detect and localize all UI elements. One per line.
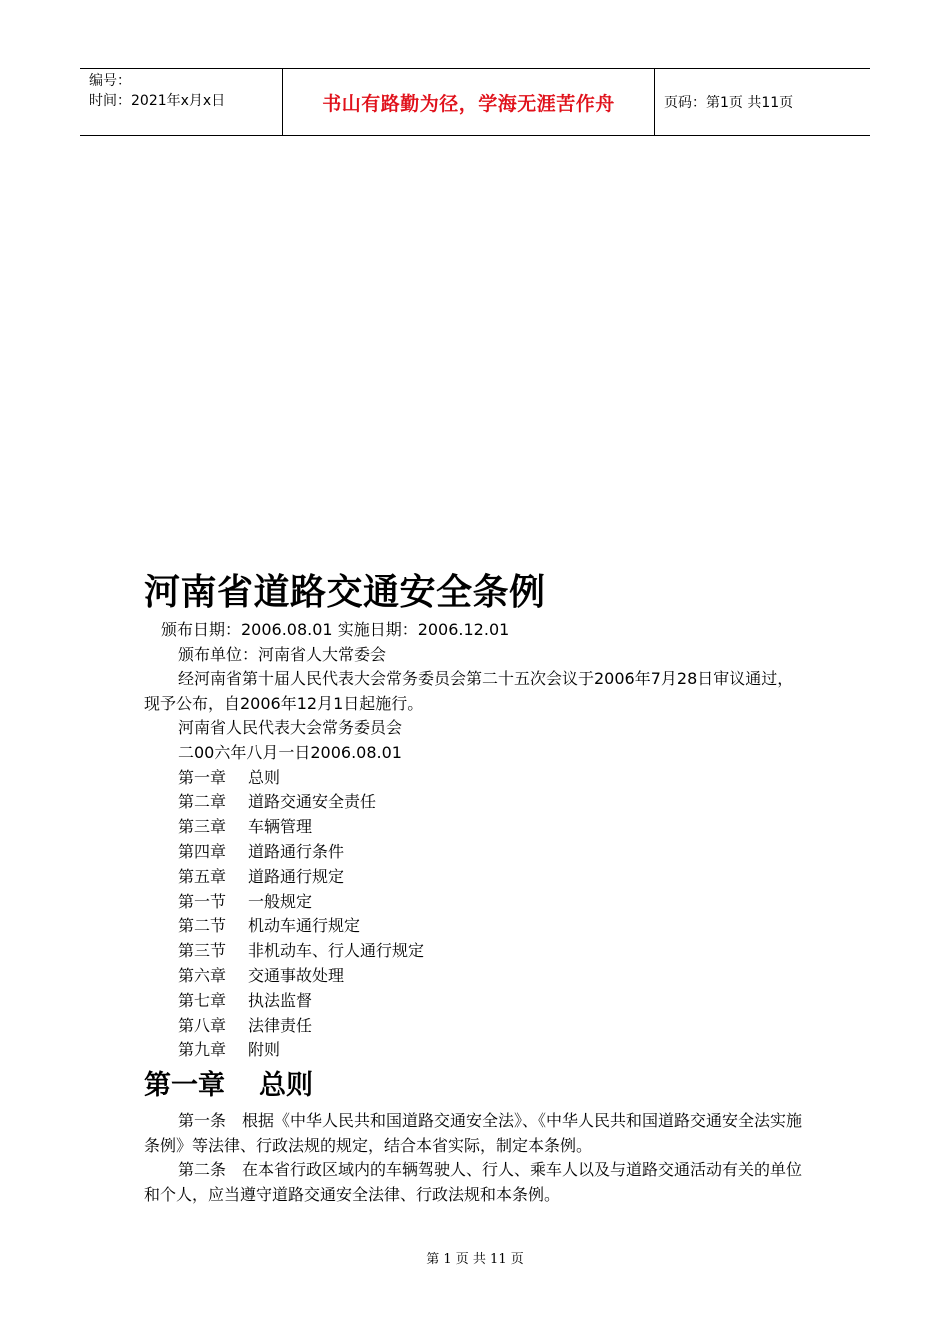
toc-number: 第二章 [178, 792, 227, 812]
toc-title: 执法监督 [248, 990, 313, 1010]
chapter-heading [144, 1065, 808, 1107]
toc-title: 道路交通安全责任 [248, 792, 377, 812]
toc-title: 非机动车、行人通行规定 [248, 941, 425, 961]
document-body [144, 568, 808, 1208]
page-number-cell [655, 69, 870, 135]
article-paragraph: 第二条 在本省行政区域内的车辆驾驶人、行人、乘车人以及与道路交通活动有关的单位和个人，应当遵守道路交通安全法律、行政法规和本条例。 [144, 1160, 803, 1204]
toc-item [144, 989, 808, 1014]
toc-item [144, 890, 808, 915]
motto-text: 书山有路勤为径，学海无涯苦作舟 [322, 92, 615, 115]
toc-title: 总则 [248, 767, 281, 787]
page-label: 页码：第1页 共11页 [664, 95, 794, 111]
time-label: 时间：2021年x月x日 [89, 93, 226, 109]
toc-title: 道路通行条件 [248, 841, 345, 861]
toc-number: 第三章 [178, 817, 227, 837]
header-info-cell [80, 69, 282, 135]
committee-line: 河南省人民代表大会常务委员会 [178, 718, 403, 738]
article-paragraph: 第一条 根据《中华人民共和国道路交通安全法》、《中华人民共和国道路交通安全法实施条例》等法律、行政法规的规定，结合本省实际，制定本条例。 [144, 1111, 803, 1155]
toc-number: 第七章 [178, 990, 227, 1010]
toc-number: 第六章 [178, 965, 227, 985]
date-line: 二00六年八月一日2006.08.01 [178, 742, 402, 762]
toc-item [144, 790, 808, 815]
toc-title: 机动车通行规定 [248, 916, 361, 936]
chapter-title: 总则 [259, 1070, 313, 1102]
toc-number: 第二节 [178, 916, 227, 936]
toc-number: 第五章 [178, 866, 227, 886]
issuer-line: 颁布单位：河南省人大常委会 [178, 644, 387, 664]
toc-title: 一般规定 [248, 891, 313, 911]
toc-title: 附则 [248, 1040, 281, 1060]
toc-number: 第一节 [178, 891, 227, 911]
number-label: 编号： [89, 73, 131, 89]
toc-title: 交通事故处理 [248, 965, 345, 985]
toc-title: 车辆管理 [248, 817, 313, 837]
toc-item [144, 815, 808, 840]
toc-item [144, 840, 808, 865]
toc-number: 第八章 [178, 1015, 227, 1035]
toc-item [144, 766, 808, 791]
intro-paragraph: 经河南省第十届人民代表大会常务委员会第二十五次会议于2006年7月28日审议通过，现予公布，自2006年12月1日起施行。 [144, 669, 794, 713]
toc-number: 第一章 [178, 767, 227, 787]
toc-number: 第四章 [178, 841, 227, 861]
toc-number: 第三节 [178, 941, 227, 961]
page-footer [0, 1248, 950, 1267]
toc-item [144, 914, 808, 939]
table-of-contents [144, 766, 808, 1064]
toc-item [144, 964, 808, 989]
toc-number: 第九章 [178, 1040, 227, 1060]
toc-title: 法律责任 [248, 1015, 313, 1035]
toc-title: 道路通行规定 [248, 866, 345, 886]
toc-item [144, 1038, 808, 1063]
motto-cell [282, 69, 655, 135]
toc-item [144, 1014, 808, 1039]
document-title: 河南省道路交通安全条例 [144, 572, 546, 613]
dates-line: 颁布日期：2006.08.01 实施日期：2006.12.01 [161, 620, 510, 639]
chapter-number: 第一章 [144, 1070, 225, 1102]
toc-item [144, 865, 808, 890]
footer-page-number: 第 1 页 共 11 页 [426, 1252, 524, 1267]
toc-item [144, 939, 808, 964]
header-table [80, 68, 870, 136]
